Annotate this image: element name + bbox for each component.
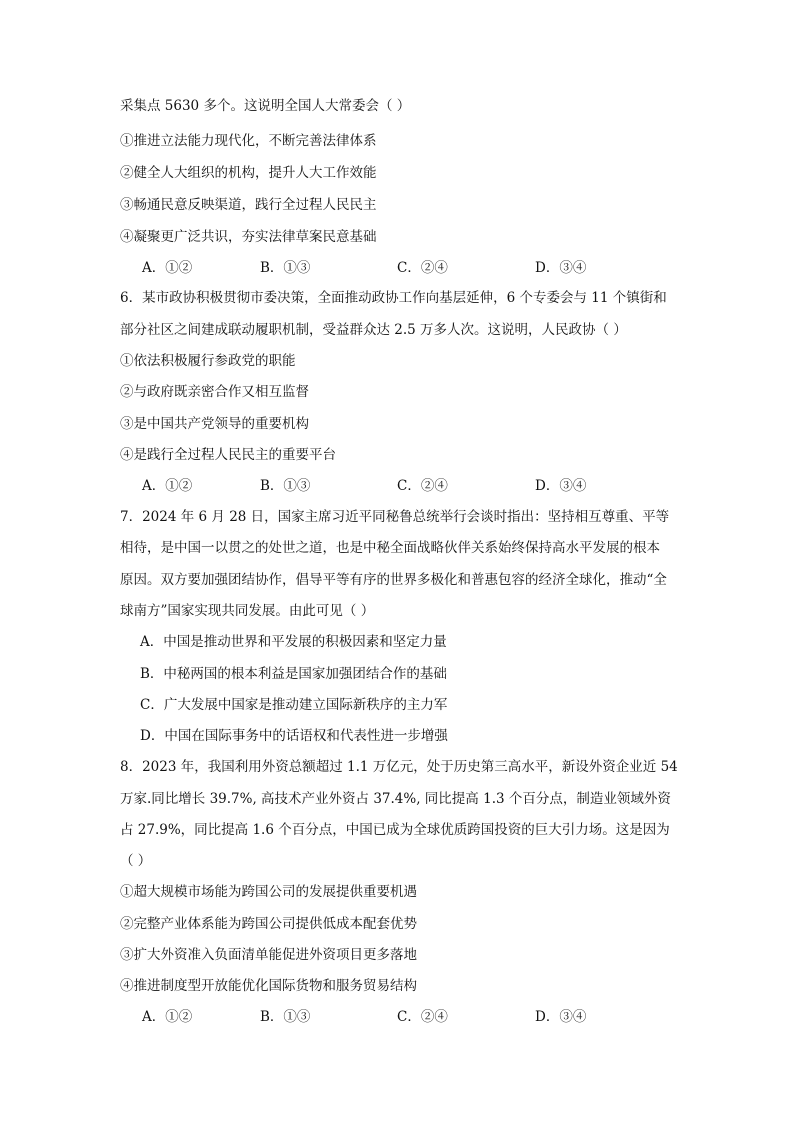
q8-option-c[interactable]: C．②④: [397, 1009, 448, 1025]
q8-option-a[interactable]: A．①②: [142, 1009, 193, 1025]
q5-option-a[interactable]: A．①②: [142, 260, 193, 276]
q8-item-4: ④推进制度型开放能优化国际货物和服务贸易结构: [120, 978, 417, 994]
q7-choice-d[interactable]: D．中国在国际事务中的话语权和代表性进一步增强: [140, 728, 448, 744]
q5-item-3: ③畅通民意反映渠道，践行全过程人民民主: [120, 197, 377, 213]
q6-stem-line-1: 6．某市政协积极贯彻市委决策，全面推动政协工作向基层延伸，6 个专委会与 11 个镇街和: [120, 290, 667, 306]
q5-stem-tail: 采集点 5630 多个。这说明全国人大常委会（ ）: [120, 98, 411, 114]
q8-stem-line-3: 占 27.9%，同比提高 1.6 个百分点，中国已成为全球优质跨国投资的巨大引力场。这是因为: [120, 822, 670, 838]
q5-item-4: ④凝聚更广泛共识，夯实法律草案民意基础: [120, 229, 377, 245]
q5-item-2: ②健全人大组织的机构，提升人大工作效能: [120, 165, 377, 181]
q7-choice-c[interactable]: C．广大发展中国家是推动建立国际新秩序的主力军: [140, 697, 448, 713]
q7-choice-b[interactable]: B．中秘两国的根本利益是国家加强团结合作的基础: [140, 666, 447, 682]
q8-stem-line-2: 万家.同比增长 39.7%, 高技术产业外资占 37.4%, 同比提高 1.3 个百分点，制造业领域外资: [120, 791, 671, 807]
q6-option-d[interactable]: D．③④: [535, 478, 587, 494]
q8-item-3: ③扩大外资准入负面清单能促进外资项目更多落地: [120, 947, 417, 963]
q6-item-1: ①依法积极履行参政党的职能: [120, 353, 296, 369]
q7-stem-line-4: 球南方”国家实现共同发展。由此可见（ ）: [120, 603, 375, 619]
q8-item-1: ①超大规模市场能为跨国公司的发展提供重要机遇: [120, 884, 417, 900]
q7-stem-line-1: 7．2024 年 6 月 28 日，国家主席习近平同秘鲁总统举行会谈时指出：坚持相互尊重、平等: [120, 509, 670, 525]
q5-option-c[interactable]: C．②④: [397, 260, 448, 276]
q7-choice-a[interactable]: A．中国是推动世界和平发展的积极因素和坚定力量: [140, 634, 447, 650]
q8-stem-line-1: 8．2023 年，我国利用外资总额超过 1.1 万亿元，处于历史第三高水平，新设外资企业近 54: [120, 759, 678, 775]
q7-stem-line-3: 原因。双方要加强团结协作，倡导平等有序的世界多极化和普惠包容的经济全球化，推动“全: [120, 572, 667, 588]
q8-option-b[interactable]: B．①③: [260, 1009, 311, 1025]
q8-stem-line-4: （ ）: [120, 853, 152, 869]
q6-option-b[interactable]: B．①③: [260, 478, 311, 494]
q6-item-4: ④是践行全过程人民民主的重要平台: [120, 447, 336, 463]
q8-item-2: ②完整产业体系能为跨国公司提供低成本配套优势: [120, 916, 417, 932]
q8-option-d[interactable]: D．③④: [535, 1009, 587, 1025]
q5-option-d[interactable]: D．③④: [535, 260, 587, 276]
q6-item-3: ③是中国共产党领导的重要机构: [120, 416, 309, 432]
q5-option-b[interactable]: B．①③: [260, 260, 311, 276]
q5-item-1: ①推进立法能力现代化，不断完善法律体系: [120, 133, 377, 149]
q6-stem-line-2: 部分社区之间建成联动履职机制，受益群众达 2.5 万多人次。这说明，人民政协（ ）: [120, 322, 627, 338]
q6-option-c[interactable]: C．②④: [397, 478, 448, 494]
q6-item-2: ②与政府既亲密合作又相互监督: [120, 384, 309, 400]
q7-stem-line-2: 相待，是中国一以贯之的处世之道，也是中秘全面战略伙伴关系始终保持高水平发展的根本: [120, 540, 660, 556]
q6-option-a[interactable]: A．①②: [142, 478, 193, 494]
